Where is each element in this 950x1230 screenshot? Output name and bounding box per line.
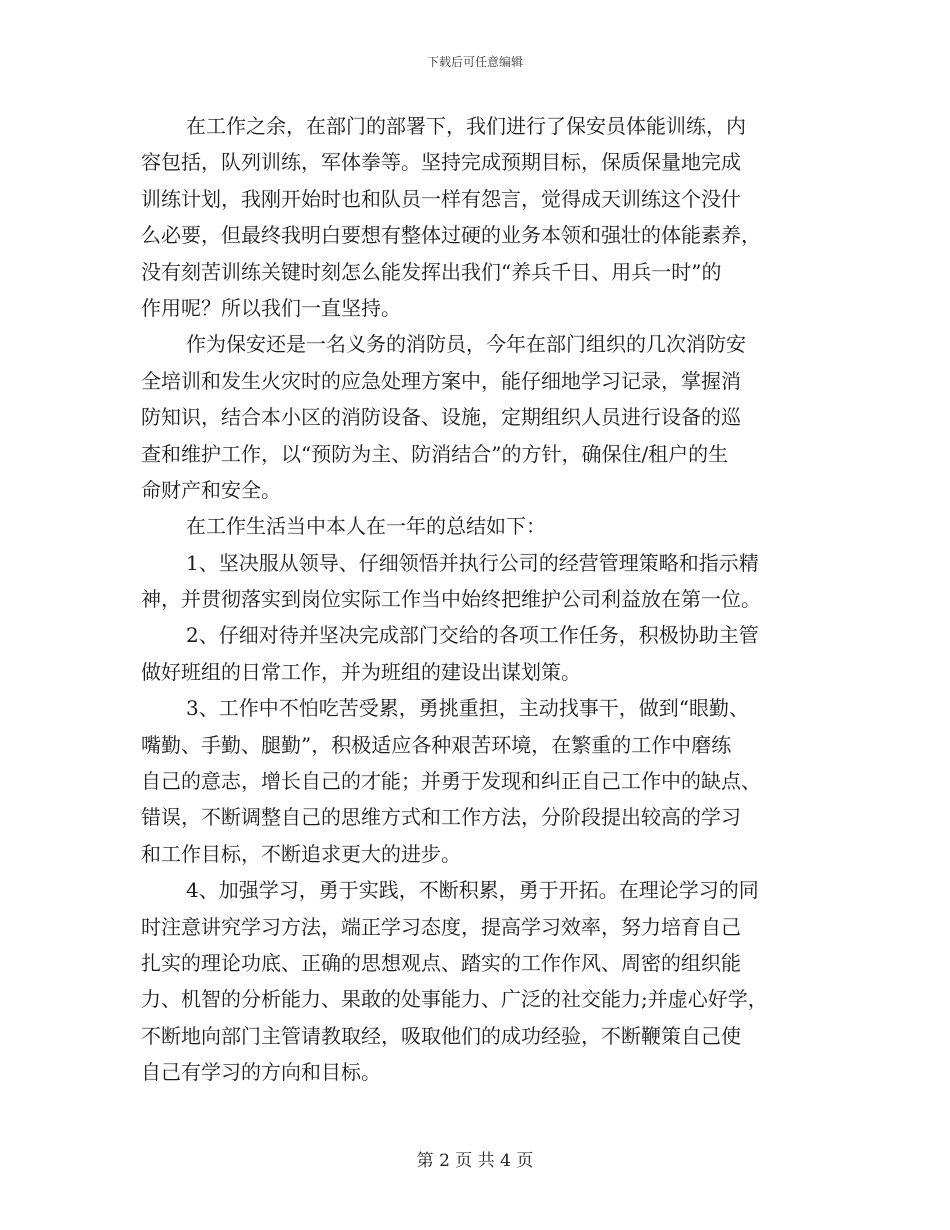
paragraph-line: 时注意讲究学习方法，端正学习态度，提高学习效率，努力培育自己 <box>141 914 741 939</box>
document-body <box>141 108 821 1091</box>
paragraph-line: 力、机智的分析能力、果敢的处事能力、广泛的社交能力;并虚心好学， <box>141 987 768 1012</box>
paragraph-line: 在工作之余，在部门的部署下，我们进行了保安员体能训练，内 <box>186 114 746 138</box>
paragraph-line: 嘴勤、手勤、腿勤”，积极适应各种艰苦环境，在繁重的工作中磨练 <box>141 732 732 757</box>
paragraph-line: 作为保安还是一名义务的消防员，今年在部门组织的几次消防安 <box>186 332 746 357</box>
paragraph-line: 做好班组的日常工作，并为班组的建设出谋划策。 <box>141 659 581 684</box>
paragraph-line: 错误，不断调整自己的思维方式和工作方法，分阶段提出较高的学习 <box>141 805 741 830</box>
paragraph-line: 1、坚决服从领导、仔细领悟并执行公司的经营管理策略和指示精 <box>186 550 759 575</box>
paragraph-line: 作用呢？所以我们一直坚持。 <box>141 295 401 320</box>
paragraph-line: 命财产和安全。 <box>141 477 281 502</box>
paragraph-line: 容包括，队列训练，军体拳等。坚持完成预期目标，保质保量地完成 <box>141 150 741 175</box>
paragraph-line: 不断地向部门主管请教取经，吸取他们的成功经验，不断鞭策自己使 <box>141 1023 741 1048</box>
page-header: 下载后可任意编辑 <box>426 55 523 69</box>
paragraph-line: 2、仔细对待并坚决完成部门交给的各项工作任务，积极协助主管 <box>186 623 759 648</box>
paragraph-line: 在工作生活当中本人在一年的总结如下： <box>186 514 546 539</box>
paragraph-line: 神，并贯彻落实到岗位实际工作当中始终把维护公司利益放在第一位。 <box>141 587 761 612</box>
paragraph-line: 自己有学习的方向和目标。 <box>141 1060 381 1085</box>
paragraph-line: 防知识，结合本小区的消防设备、设施，定期组织人员进行设备的巡 <box>141 405 741 430</box>
page-number-footer: 第 2 页 共 4 页 <box>416 1151 534 1171</box>
paragraph-line: 和工作目标，不断追求更大的进步。 <box>141 841 461 866</box>
paragraph-line: 么必要，但最终我明白要想有整体过硬的业务本领和强壮的体能素养， <box>141 223 761 248</box>
paragraph-line: 扎实的理论功底、正确的思想观点、踏实的工作作风、周密的组织能 <box>141 950 741 975</box>
paragraph-line: 训练计划，我刚开始时也和队员一样有怨言，觉得成天训练这个没什 <box>141 186 741 211</box>
paragraph-line: 没有刻苦训练关键时刻怎么能发挥出我们“养兵千日、用兵一时”的 <box>141 259 722 284</box>
paragraph-line: 查和维护工作，以“预防为主、防消结合”的方针，确保住/租户的生 <box>141 441 729 466</box>
paragraph-line: 全培训和发生火灾时的应急处理方案中，能仔细地学习记录，掌握消 <box>141 368 741 393</box>
paragraph-line: 自己的意志，增长自己的才能；并勇于发现和纠正自己工作中的缺点、 <box>141 769 761 794</box>
paragraph-line: 4、加强学习，勇于实践，不断积累，勇于开拓。在理论学习的同 <box>186 878 759 903</box>
paragraph-line: 3、工作中不怕吃苦受累，勇挑重担，主动找事干，做到“眼勤、 <box>186 696 749 721</box>
